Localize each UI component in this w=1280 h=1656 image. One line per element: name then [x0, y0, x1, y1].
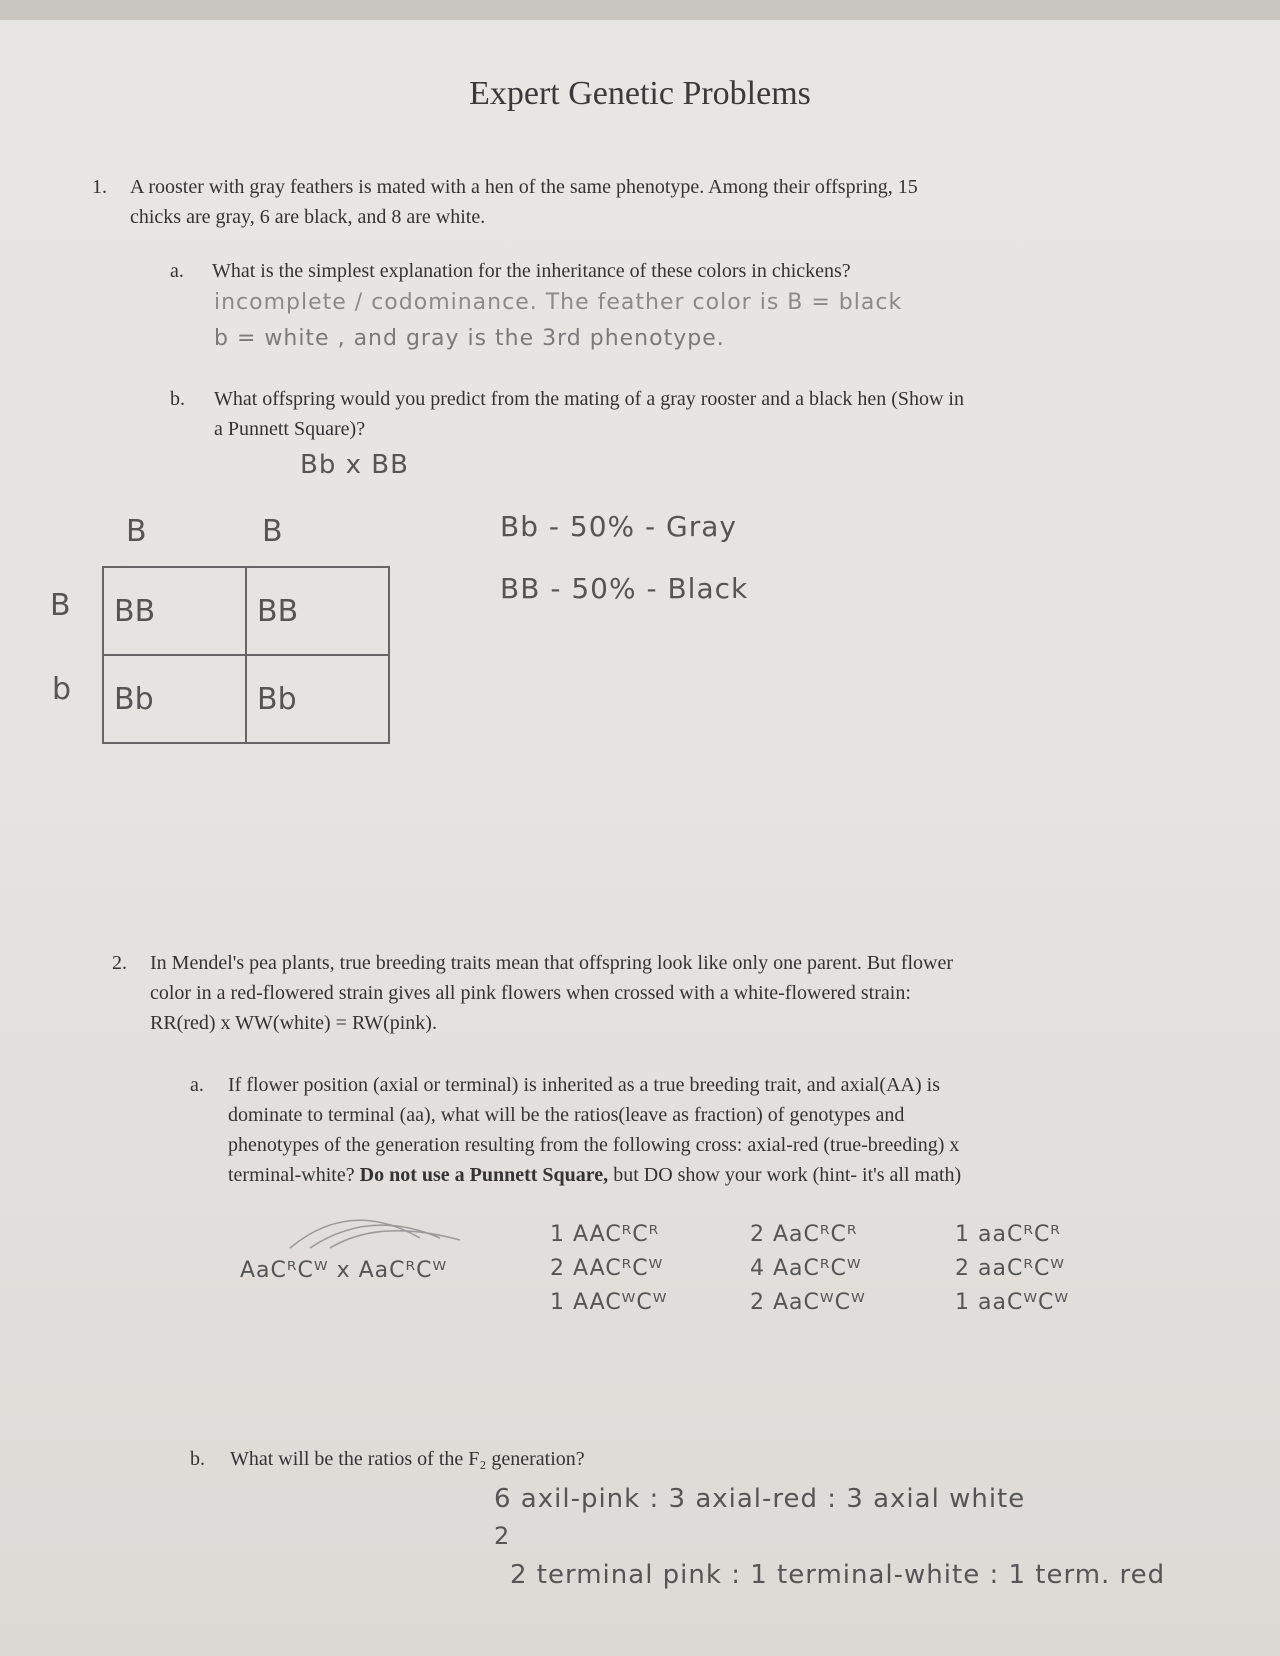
genotype-entry: 1 aaCᵂCᵂ [955, 1290, 1070, 1315]
punnett-col-header: B [262, 514, 284, 549]
genotype-column [550, 1218, 667, 1320]
genotype-column [955, 1218, 1069, 1320]
q1a-answer-line: b = white , and gray is the 3rd phenotype. [214, 326, 725, 351]
q1a-label: a. [170, 260, 184, 282]
q2a-cross: AaCᴿCᵂ x AaCᴿCᵂ [240, 1258, 448, 1283]
punnett-row-header: b [52, 672, 73, 707]
q2b-label: b. [190, 1448, 205, 1470]
q2a-text: terminal-white? [228, 1164, 355, 1186]
q1b-question-line: What offspring would you predict from the mating of a gray rooster and a black hen (Show in [214, 388, 964, 410]
genotype-entry: 1 AACᴿCᴿ [550, 1222, 660, 1247]
punnett-row [103, 567, 389, 655]
punnett-cell: BB [103, 567, 246, 655]
question-2-number: 2. [112, 952, 127, 974]
question-1-line: chicks are gray, 6 are black, and 8 are white. [130, 206, 486, 228]
q2a-text: but DO show your work (hint- it's all math) [613, 1164, 962, 1186]
question-1-number: 1. [92, 176, 107, 198]
q1b-result-line: Bb - 50% - Gray [500, 510, 737, 543]
genotype-entry: 2 AaCᴿCᴿ [750, 1222, 858, 1247]
q1a-question: What is the simplest explanation for the inheritance of these colors in chickens? [212, 260, 851, 282]
q2a-question-line: phenotypes of the generation resulting from the following cross: axial-red (true-breeding) x [228, 1134, 960, 1156]
question-2-line: RR(red) x WW(white) = RW(pink). [150, 1012, 437, 1034]
genotype-column [750, 1218, 866, 1320]
genotype-entry: 1 aaCᴿCᴿ [955, 1222, 1061, 1247]
q1b-label: b. [170, 388, 185, 410]
punnett-cell: Bb [103, 655, 246, 743]
genotype-entry: 2 AACᴿCᵂ [550, 1256, 664, 1281]
q2a-question-line: dominate to terminal (aa), what will be the ratios(leave as fraction) of genotypes and [228, 1104, 905, 1126]
q1a-answer-line: incomplete / codominance. The feather color is B = black [214, 290, 903, 315]
q2a-bold-instruction: Do not use a Punnett Square, [359, 1164, 609, 1186]
genotype-entry: 4 AaCᴿCᵂ [750, 1256, 862, 1281]
question-1-text [130, 172, 1210, 232]
question-2-line: color in a red-flowered strain gives all pink flowers when crossed with a white-flowered strain: [150, 982, 911, 1004]
genotype-entry: 2 AaCᵂCᵂ [750, 1290, 866, 1315]
q2b-question: What will be the ratios of the F₂ generation? [230, 1448, 585, 1470]
punnett-col-header: B [126, 514, 148, 549]
question-2-text [150, 948, 1230, 1038]
punnett-cell: BB [246, 567, 389, 655]
punnett-row [103, 655, 389, 743]
q1b-question [214, 384, 1214, 444]
cross-arrows-drawing [270, 1208, 470, 1258]
q1b-result-line: BB - 50% - Black [500, 572, 749, 605]
page-title: Expert Genetic Problems [469, 75, 811, 112]
genotype-entry: 1 AACᵂCᵂ [550, 1290, 668, 1315]
punnett-row-header: B [50, 588, 72, 623]
q2a-question-line: If flower position (axial or terminal) is inherited as a true breeding trait, and axial(AA) is [228, 1074, 940, 1096]
q1b-question-line: a Punnett Square)? [214, 418, 366, 440]
q2b-side-mark: 2 [494, 1522, 511, 1550]
q2b-answer-line: 6 axil-pink : 3 axial-red : 3 axial white [494, 1484, 1026, 1514]
q2b-answer-line: 2 terminal pink : 1 terminal-white : 1 term. red [510, 1560, 1166, 1590]
q2a-question-line [228, 1160, 1228, 1190]
question-1-line: A rooster with gray feathers is mated with a hen of the same phenotype. Among their offspring, 15 [130, 176, 918, 198]
q2a-question [228, 1070, 1228, 1190]
q1b-cross: Bb x BB [300, 450, 409, 480]
punnett-cell: Bb [246, 655, 389, 743]
punnett-square [102, 566, 390, 744]
q2a-label: a. [190, 1074, 204, 1096]
genotype-entry: 2 aaCᴿCᵂ [955, 1256, 1065, 1281]
worksheet-page [0, 20, 1280, 1656]
question-2-line: In Mendel's pea plants, true breeding traits mean that offspring look like only one parent. But flower [150, 952, 954, 974]
